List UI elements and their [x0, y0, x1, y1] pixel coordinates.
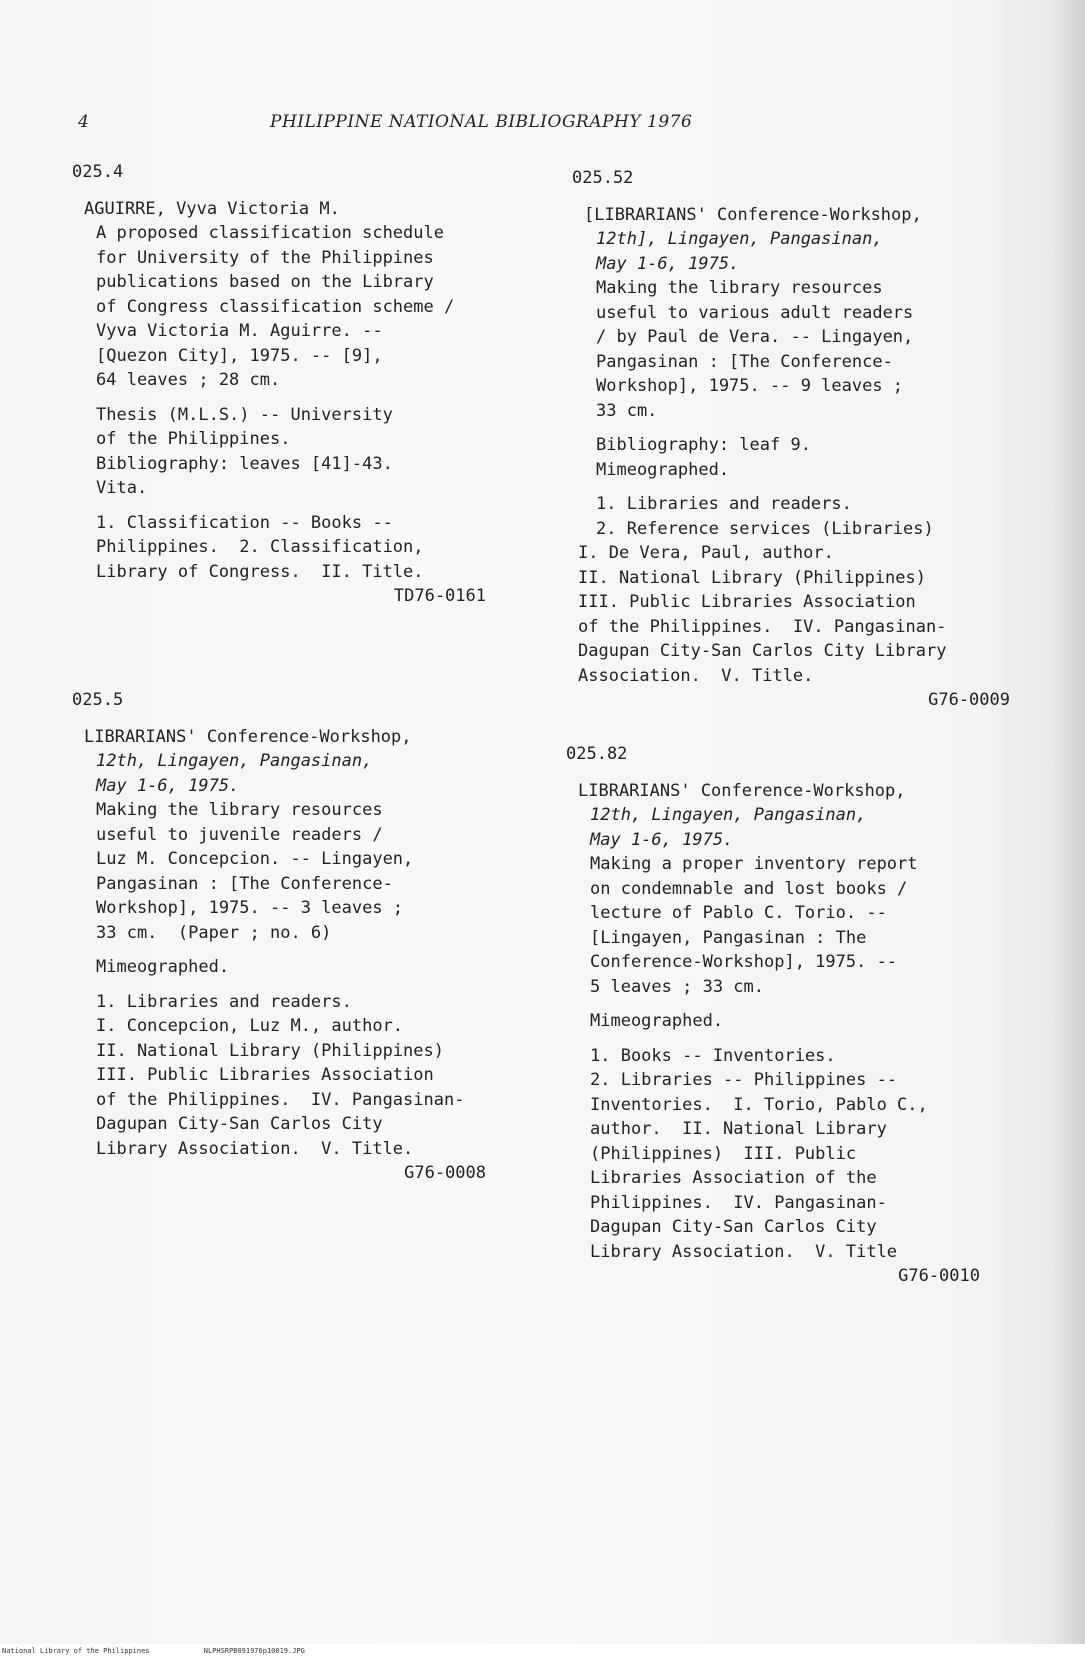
entry-heading: LIBRARIANS' Conference-Workshop,: [578, 780, 906, 801]
tracing-line: I. De Vera, Paul, author.: [578, 543, 834, 563]
title-line: Workshop], 1975. -- 3 leaves ;: [96, 898, 404, 918]
tracings: [590, 1044, 1046, 1265]
title-line: Making a proper inventory report: [590, 854, 918, 874]
title-line: [Lingayen, Pangasinan : The: [590, 927, 867, 948]
title-line: 33 cm.: [596, 400, 658, 421]
title-line: 33 cm. (Paper ; no. 6): [96, 922, 332, 943]
tracing-line: II. National Library (Philippines): [578, 567, 926, 588]
note-line: Bibliography: leaves [41]-43.: [96, 453, 393, 474]
tracing-line: Association. V. Title.: [578, 665, 814, 686]
title-line: A proposed classification schedule: [96, 223, 444, 243]
page-edge-shadow: [1051, 0, 1085, 1658]
control-number: TD76-0161: [393, 586, 486, 606]
tracing-line: author. II. National Library: [590, 1119, 887, 1139]
tracings: [578, 492, 1052, 688]
tracing-line: (Philippines) III. Public: [590, 1143, 857, 1164]
tracings: [96, 511, 522, 585]
class-number: 025.52: [572, 168, 634, 188]
tracing-line: Library Association. V. Title.: [96, 1138, 414, 1159]
catalog-entry: [566, 742, 1046, 1289]
scan-footer: [0, 1644, 1085, 1658]
class-number: 025.5: [72, 690, 124, 710]
title-line: Pangasinan : [The Conference-: [596, 351, 893, 372]
title-line: on condemnable and lost books /: [590, 878, 908, 899]
note-line: Mimeographed.: [96, 957, 230, 977]
title-statement: [566, 803, 1046, 1289]
tracing-line: 1. Libraries and readers.: [596, 494, 852, 514]
class-number: 025.4: [72, 162, 124, 182]
title-line: for University of the Philippines: [96, 247, 434, 268]
entry-heading: AGUIRRE, Vyva Victoria M.: [84, 198, 340, 219]
tracing-line: Dagupan City-San Carlos City: [96, 1114, 383, 1134]
tracing-line: 2. Libraries -- Philippines --: [590, 1070, 898, 1090]
tracing-line: III. Public Libraries Association: [96, 1065, 434, 1085]
notes: [596, 433, 1052, 482]
tracing-line: of the Philippines. IV. Pangasinan-: [578, 616, 947, 637]
heading-line: 12th], Lingayen, Pangasinan,: [596, 229, 883, 249]
class-number: 025.82: [566, 744, 628, 764]
tracing-line: Libraries Association of the: [590, 1168, 877, 1188]
heading-line: 12th, Lingayen, Pangasinan,: [590, 805, 867, 825]
tracing-line: 1. Books -- Inventories.: [590, 1045, 836, 1066]
footer-file-label: NLPHSRPB091976p10019.JPG: [203, 1647, 305, 1655]
title-line: 64 leaves ; 28 cm.: [96, 370, 281, 390]
title-line: Making the library resources: [96, 800, 383, 820]
catalog-entry: [72, 688, 522, 1186]
heading-line: May 1-6, 1975.: [590, 829, 734, 850]
catalog-entry: [72, 160, 522, 609]
tracing-line: 2. Reference services (Libraries): [596, 518, 934, 539]
heading-line: May 1-6, 1975.: [596, 253, 740, 274]
tracings: [96, 990, 522, 1162]
title-line: Luz M. Concepcion. -- Lingayen,: [96, 849, 414, 869]
title-line: of Congress classification scheme /: [96, 296, 455, 317]
tracing-line: Philippines. IV. Pangasinan-: [590, 1192, 887, 1213]
title-line: useful to various adult readers: [596, 302, 914, 323]
tracing-line: Inventories. I. Torio, Pablo C.,: [590, 1094, 928, 1115]
note-line: Thesis (M.L.S.) -- University: [96, 404, 393, 425]
notes: [590, 1009, 1046, 1034]
note-line: Mimeographed.: [590, 1011, 724, 1031]
title-line: lecture of Pablo C. Torio. --: [590, 903, 887, 923]
tracing-line: of the Philippines. IV. Pangasinan-: [96, 1089, 465, 1110]
page-number: 4: [78, 112, 90, 132]
entry-heading: [LIBRARIANS' Conference-Workshop,: [584, 204, 922, 225]
title-line: publications based on the Library: [96, 272, 434, 292]
tracing-line: Dagupan City-San Carlos City: [590, 1217, 877, 1237]
note-line: Mimeographed.: [596, 459, 730, 480]
control-number: G76-0009: [928, 690, 1010, 710]
control-number: G76-0008: [404, 1163, 486, 1183]
entry-heading: LIBRARIANS' Conference-Workshop,: [84, 726, 412, 747]
title-line: / by Paul de Vera. -- Lingayen,: [596, 327, 914, 347]
title-statement: [72, 749, 522, 1186]
tracing-line: III. Public Libraries Association: [578, 592, 916, 612]
tracing-line: Library Association. V. Title: [590, 1241, 898, 1262]
title-statement: [572, 227, 1052, 713]
title-line: [Quezon City], 1975. -- [9],: [96, 345, 383, 366]
tracing-line: Philippines. 2. Classification,: [96, 537, 424, 557]
title-line: Vyva Victoria M. Aguirre. --: [96, 321, 383, 341]
tracing-line: Library of Congress. II. Title.: [96, 561, 424, 582]
notes: [96, 403, 522, 501]
tracing-line: 1. Libraries and readers.: [96, 991, 352, 1012]
heading-line: 12th, Lingayen, Pangasinan,: [96, 751, 373, 771]
title-line: Conference-Workshop], 1975. --: [590, 952, 898, 972]
title-line: Pangasinan : [The Conference-: [96, 873, 393, 894]
control-number: G76-0010: [898, 1266, 980, 1286]
notes: [96, 955, 522, 980]
tracing-line: 1. Classification -- Books --: [96, 512, 393, 533]
tracing-line: I. Concepcion, Luz M., author.: [96, 1016, 404, 1036]
title-line: Making the library resources: [596, 278, 883, 298]
title-line: 5 leaves ; 33 cm.: [590, 976, 764, 997]
title-line: useful to juvenile readers /: [96, 824, 383, 845]
title-statement: [72, 221, 522, 609]
heading-line: May 1-6, 1975.: [96, 775, 240, 796]
catalog-entry: [572, 166, 1052, 713]
note-line: of the Philippines.: [96, 429, 291, 449]
title-line: Workshop], 1975. -- 9 leaves ;: [596, 376, 904, 396]
tracing-line: Dagupan City-San Carlos City Library: [578, 641, 947, 661]
running-title: PHILIPPINE NATIONAL BIBLIOGRAPHY 1976: [270, 112, 693, 132]
footer-institution: National Library of the Philippines: [2, 1647, 150, 1655]
note-line: Vita.: [96, 478, 148, 498]
note-line: Bibliography: leaf 9.: [596, 435, 811, 455]
tracing-line: II. National Library (Philippines): [96, 1040, 444, 1061]
